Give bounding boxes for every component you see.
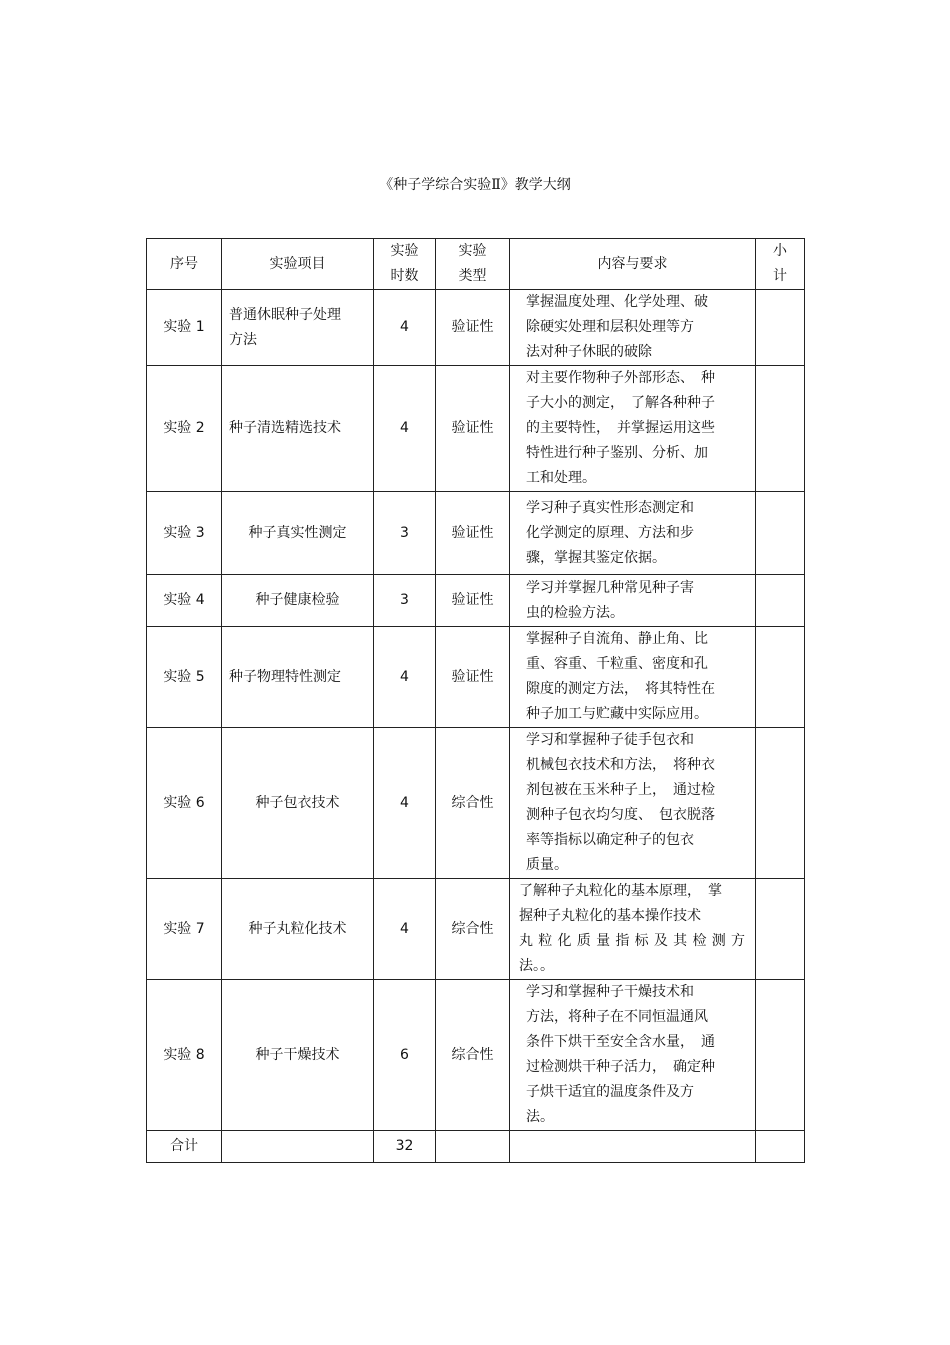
row-type: 验证性 bbox=[436, 290, 510, 366]
total-type bbox=[436, 1131, 510, 1163]
content-line: 特性进行种子鉴别、分析、加 bbox=[526, 445, 708, 461]
table-row bbox=[147, 290, 805, 366]
table-row bbox=[147, 492, 805, 575]
row-item: 种子干燥技术 bbox=[222, 980, 374, 1131]
content-line: 方法，将种子在不同恒温通风 bbox=[526, 1009, 708, 1025]
row-seq: 实验 4 bbox=[147, 575, 222, 627]
row-content bbox=[510, 575, 756, 627]
content-line: 率等指标以确定种子的包衣 bbox=[526, 832, 694, 848]
total-hours: 32 bbox=[374, 1131, 436, 1163]
row-type: 验证性 bbox=[436, 575, 510, 627]
row-hours: 3 bbox=[374, 575, 436, 627]
row-content bbox=[510, 627, 756, 728]
header-item: 实验项目 bbox=[222, 239, 374, 290]
table-row bbox=[147, 575, 805, 627]
table-row bbox=[147, 366, 805, 492]
row-seq: 实验 8 bbox=[147, 980, 222, 1131]
header-type-line1: 实验 bbox=[458, 243, 487, 259]
content-line: 的主要特性， 并掌握运用这些 bbox=[526, 420, 715, 436]
content-line: 子烘干适宜的温度条件及方 bbox=[526, 1084, 694, 1100]
row-item: 种子物理特性测定 bbox=[222, 627, 374, 728]
header-subtotal-line2: 计 bbox=[773, 268, 787, 284]
row-seq: 实验 2 bbox=[147, 366, 222, 492]
row-subtotal bbox=[756, 627, 805, 728]
content-line: 机械包衣技术和方法， 将种衣 bbox=[526, 757, 715, 773]
header-content: 内容与要求 bbox=[510, 239, 756, 290]
row-type: 验证性 bbox=[436, 366, 510, 492]
row-seq: 实验 3 bbox=[147, 492, 222, 575]
content-line: 法对种子休眠的破除 bbox=[526, 344, 652, 360]
row-content bbox=[510, 366, 756, 492]
content-line: 学习并掌握几种常见种子害 bbox=[526, 579, 694, 596]
header-hours-line2: 时数 bbox=[390, 268, 419, 284]
total-label: 合计 bbox=[147, 1131, 222, 1163]
row-seq: 实验 7 bbox=[147, 879, 222, 980]
header-hours-line1: 实验 bbox=[390, 243, 419, 259]
row-seq: 实验 1 bbox=[147, 290, 222, 366]
content-line: 过检测烘干种子活力， 确定种 bbox=[526, 1059, 715, 1075]
total-subtotal bbox=[756, 1131, 805, 1163]
row-hours: 3 bbox=[374, 492, 436, 575]
row-subtotal bbox=[756, 728, 805, 879]
row-type: 综合性 bbox=[436, 980, 510, 1131]
row-type: 验证性 bbox=[436, 627, 510, 728]
header-row bbox=[147, 239, 805, 290]
row-hours: 4 bbox=[374, 290, 436, 366]
row-seq: 实验 5 bbox=[147, 627, 222, 728]
content-line: 学习种子真实性形态测定和 bbox=[526, 499, 694, 516]
row-item: 种子清选精选技术 bbox=[222, 366, 374, 492]
row-item: 种子丸粒化技术 bbox=[222, 879, 374, 980]
total-item bbox=[222, 1131, 374, 1163]
table-row bbox=[147, 980, 805, 1131]
content-line: 虫的检验方法。 bbox=[526, 604, 624, 621]
row-content bbox=[510, 492, 756, 575]
total-content bbox=[510, 1131, 756, 1163]
row-content bbox=[510, 290, 756, 366]
content-line: 剂包被在玉米种子上， 通过检 bbox=[526, 782, 715, 798]
row-item-line: 普通休眠种子处理 bbox=[229, 306, 341, 323]
row-subtotal bbox=[756, 366, 805, 492]
content-line: 工和处理。 bbox=[526, 470, 596, 486]
row-item-line: 方法 bbox=[229, 331, 257, 348]
header-subtotal-line1: 小 bbox=[773, 243, 787, 259]
row-subtotal bbox=[756, 980, 805, 1131]
row-hours: 4 bbox=[374, 366, 436, 492]
row-type: 综合性 bbox=[436, 879, 510, 980]
row-subtotal bbox=[756, 492, 805, 575]
content-line: 子大小的测定， 了解各种种子 bbox=[526, 395, 715, 411]
row-item: 种子包衣技术 bbox=[222, 728, 374, 879]
content-line: 法。。 bbox=[519, 958, 554, 974]
row-item: 种子健康检验 bbox=[222, 575, 374, 627]
content-line: 掌握种子自流角、静止角、比 bbox=[526, 631, 708, 647]
row-subtotal bbox=[756, 879, 805, 980]
content-line: 法。 bbox=[526, 1109, 554, 1125]
row-subtotal bbox=[756, 290, 805, 366]
content-line: 条件下烘干至安全含水量， 通 bbox=[526, 1034, 715, 1050]
row-hours: 4 bbox=[374, 879, 436, 980]
content-line: 化学测定的原理、方法和步 bbox=[526, 524, 694, 541]
row-content bbox=[510, 728, 756, 879]
table-row bbox=[147, 879, 805, 980]
content-line: 重、容重、千粒重、密度和孔 bbox=[526, 656, 708, 672]
row-item bbox=[222, 290, 374, 366]
content-line: 骤，掌握其鉴定依据。 bbox=[526, 549, 666, 566]
header-subtotal bbox=[756, 239, 805, 290]
header-seq: 序号 bbox=[147, 239, 222, 290]
row-hours: 4 bbox=[374, 728, 436, 879]
content-line: 种子加工与贮藏中实际应用。 bbox=[526, 706, 708, 722]
content-line: 测种子包衣均匀度、 包衣脱落 bbox=[526, 807, 715, 823]
page-title: 《种子学综合实验Ⅱ》教学大纲 bbox=[379, 177, 571, 193]
row-seq: 实验 6 bbox=[147, 728, 222, 879]
header-hours bbox=[374, 239, 436, 290]
total-row bbox=[147, 1131, 805, 1163]
content-line: 学习和掌握种子徒手包衣和 bbox=[526, 732, 694, 748]
content-line: 质量。 bbox=[526, 857, 568, 873]
row-type: 验证性 bbox=[436, 492, 510, 575]
content-line: 学习和掌握种子干燥技术和 bbox=[526, 984, 694, 1000]
content-line: 掌握温度处理、化学处理、破 bbox=[526, 294, 708, 310]
content-line: 握种子丸粒化的基本操作技术 bbox=[519, 908, 701, 924]
content-line: 丸粒化质量指标及其检测方 bbox=[519, 933, 745, 949]
row-content bbox=[510, 879, 756, 980]
header-type bbox=[436, 239, 510, 290]
row-hours: 6 bbox=[374, 980, 436, 1131]
table-row bbox=[147, 728, 805, 879]
header-type-line2: 类型 bbox=[458, 268, 487, 284]
content-line: 隙度的测定方法， 将其特性在 bbox=[526, 681, 715, 697]
syllabus-table bbox=[146, 238, 805, 1163]
table-row bbox=[147, 627, 805, 728]
content-line: 对主要作物种子外部形态、 种 bbox=[526, 370, 715, 386]
row-type: 综合性 bbox=[436, 728, 510, 879]
row-content bbox=[510, 980, 756, 1131]
row-subtotal bbox=[756, 575, 805, 627]
content-line: 除硬实处理和层积处理等方 bbox=[526, 319, 694, 335]
row-item: 种子真实性测定 bbox=[222, 492, 374, 575]
row-hours: 4 bbox=[374, 627, 436, 728]
content-line: 了解种子丸粒化的基本原理， 掌 bbox=[519, 883, 722, 899]
